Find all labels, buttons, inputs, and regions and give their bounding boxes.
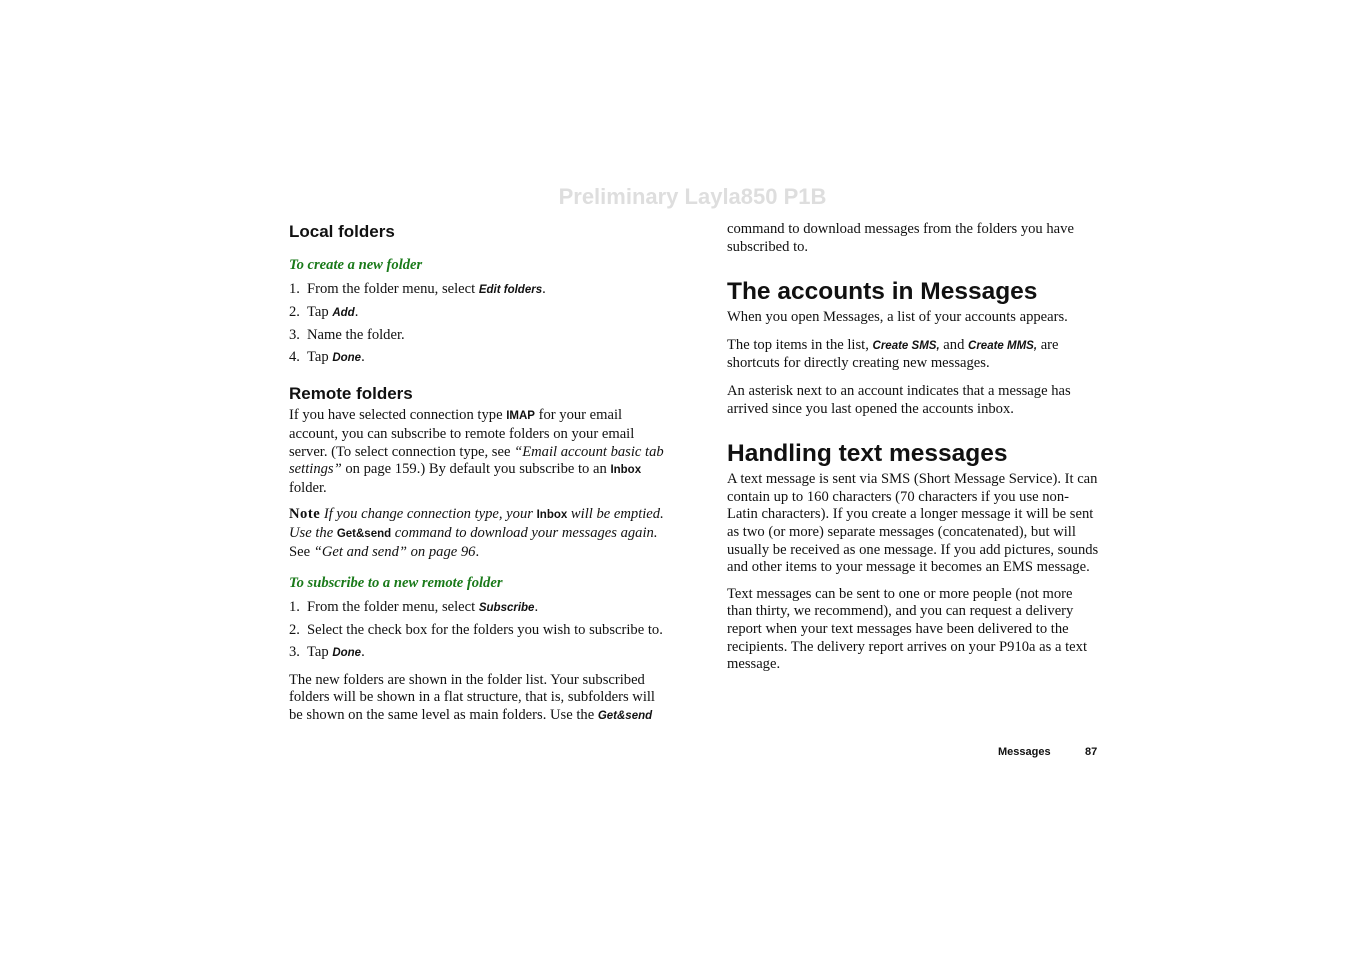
footer-section-title: Messages — [998, 746, 1051, 758]
step: 2. Select the check box for the folders you wish to subscribe to. — [289, 621, 663, 638]
ui-term: Create MMS, — [968, 339, 1038, 352]
left-column — [289, 221, 664, 725]
ui-term: Inbox — [610, 464, 642, 477]
ui-term: IMAP — [506, 410, 535, 423]
ui-term: Add — [332, 306, 355, 319]
ui-term: Create SMS, — [872, 339, 940, 352]
right-column — [727, 221, 1099, 674]
text-messages-paragraph-2: Text messages can be sent to one or more people (not more than thirty, we recommend), and you can request a delivery report when your text messages have been delivered to the recipients. The delivery report arrives on your P910a as a text message. — [727, 585, 1087, 673]
cross-reference: “Get and send” on page 96 — [313, 543, 476, 560]
step: 3. Tap Done. — [289, 644, 365, 660]
note-label: Note — [289, 506, 321, 523]
subscribed-folders-paragraph: The new folders are shown in the folder list. Your subscribed folders will be shown in a flat structure, that is, subfolders will be shown on the same level as main folders. Use the Get&send — [289, 671, 655, 723]
ui-term: Done — [332, 647, 362, 659]
remote-folders-heading: Remote folders — [289, 384, 413, 404]
accounts-paragraph-1: When you open Messages, a list of your accounts appears. — [727, 309, 1068, 326]
step: 3. Name the folder. — [289, 326, 405, 343]
step: 1. From the folder menu, select Edit folders. — [289, 280, 546, 297]
ui-term: Edit folders — [478, 283, 543, 296]
ui-term: Inbox — [536, 509, 568, 522]
ui-term: Get&send — [597, 709, 653, 722]
ui-term: Subscribe — [478, 601, 535, 614]
text-messages-heading: Handling text messages — [727, 440, 1008, 468]
step: 1. From the folder menu, select Subscribe. — [289, 598, 539, 615]
create-folder-steps — [289, 281, 664, 368]
cross-reference: “Email account basic tab settings” — [289, 443, 664, 478]
preliminary-watermark: Preliminary Layla850 P1B — [558, 184, 827, 209]
accounts-paragraph-3: An asterisk next to an account indicates that a message has arrived since you last opened the accounts inbox. — [727, 382, 1071, 417]
step: 4. Tap Done. — [289, 348, 365, 365]
subscribe-steps — [289, 599, 664, 663]
ui-term: Done — [332, 351, 362, 364]
note-paragraph: Note If you change connection type, your Inbox will be emptied. Use the Get&send command to download your messages again. See “Get and send” on page 96. — [289, 506, 664, 560]
accounts-heading: The accounts in Messages — [727, 278, 1038, 306]
subscribe-procedure-title: To subscribe to a new remote folder — [289, 575, 503, 592]
ui-term: Get&send — [336, 528, 392, 541]
page-number: 87 — [1085, 746, 1098, 758]
text-messages-paragraph-1: A text message is sent via SMS (Short Message Service). It can contain up to 160 characters (70 characters if you use non-Latin characters). If you create a longer message it will be sent as two (or more) separate messages (concatenated), but will usually be received as one message. If you add pictures, sounds and other items to your message it becomes an EMS message. — [727, 471, 1099, 576]
continued-paragraph: command to download messages from the folders you have subscribed to. — [727, 221, 1074, 255]
create-folder-procedure-title: To create a new folder — [289, 257, 423, 273]
local-folders-heading: Local folders — [289, 222, 395, 241]
step: 2. Tap Add. — [289, 303, 359, 320]
remote-folders-paragraph: If you have selected connection type IMAP for your email account, you can subscribe to remote folders on your email server. (To select connection type, see “Email account basic tab settings” on page 159.) By default you subscribe to an Inbox folder. — [289, 407, 664, 496]
accounts-paragraph-2: The top items in the list, Create SMS, and Create MMS, are shortcuts for directly creating new messages. — [727, 336, 1059, 372]
